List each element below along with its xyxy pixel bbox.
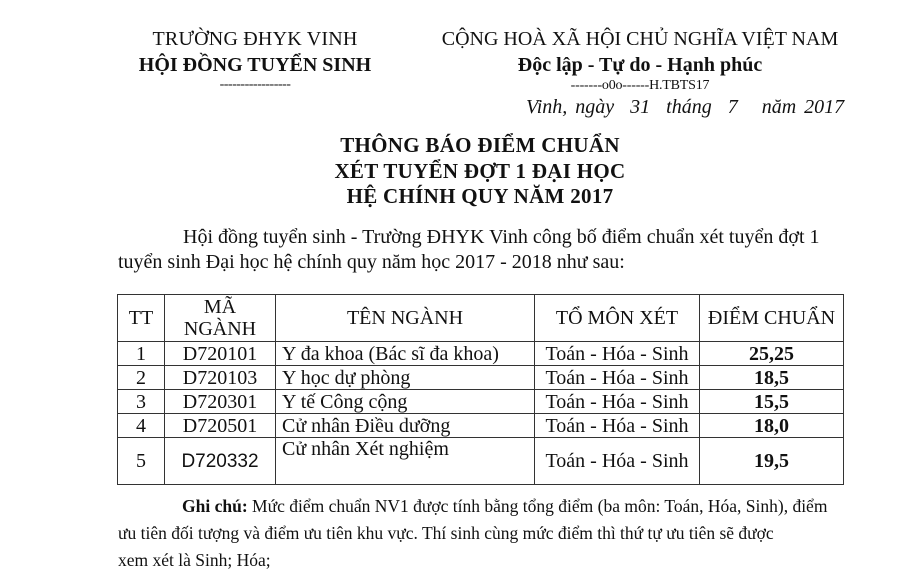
doc-title-line-1: THÔNG BÁO ĐIỂM CHUẨN: [340, 133, 620, 157]
col-header-name: TÊN NGÀNH: [276, 295, 535, 342]
benchmark-score-table: [117, 294, 844, 485]
cell-code: D720501: [165, 414, 276, 438]
cell-subjects: Toán - Hóa - Sinh: [535, 414, 700, 438]
cell-name: Y đa khoa (Bác sĩ đa khoa): [276, 342, 535, 366]
cell-code: D720103: [165, 366, 276, 390]
table-row: [118, 438, 844, 485]
cell-tt: 4: [118, 414, 165, 438]
table-header-row: [118, 295, 844, 342]
intro-line-2: tuyển sinh Đại học hệ chính quy năm học 2017 - 2018 như sau:: [118, 251, 625, 273]
cell-subjects: Toán - Hóa - Sinh: [535, 342, 700, 366]
doc-title-line-2: XÉT TUYỂN ĐỢT 1 ĐẠI HỌC: [334, 159, 626, 183]
cell-name: Y tế Công cộng: [276, 390, 535, 414]
table-row: [118, 390, 844, 414]
cell-tt: 1: [118, 342, 165, 366]
header-divider: -----------------: [219, 77, 291, 92]
cell-code: [165, 438, 276, 485]
note-text-1: Mức điểm chuẩn NV1 được tính bằng tổng điểm (ba môn: Toán, Hóa, Sinh), điểm: [247, 496, 828, 516]
note-line-1: [182, 496, 900, 517]
doc-title-line-3: HỆ CHÍNH QUY NĂM 2017: [346, 184, 614, 208]
cell-code: D720101: [165, 342, 276, 366]
intro-line-1: Hội đồng tuyển sinh - Trường ĐHYK Vinh công bố điểm chuẩn xét tuyển đợt 1: [183, 226, 820, 248]
note-line-2: ưu tiên đối tượng và điểm ưu tiên khu vực. Thí sinh cùng mức điểm thì thứ tự ưu tiên sẽ được: [118, 523, 774, 543]
school-name: TRƯỜNG ĐHYK VINH: [152, 28, 358, 50]
cell-code: D720301: [165, 390, 276, 414]
cell-score: 25,25: [700, 342, 844, 366]
col-header-tt: TT: [118, 295, 165, 342]
cell-subjects: Toán - Hóa - Sinh: [535, 390, 700, 414]
cell-score: 18,5: [700, 366, 844, 390]
table-row: [118, 366, 844, 390]
cell-score: 19,5: [700, 438, 844, 485]
cell-score: 18,0: [700, 414, 844, 438]
cell-score: 15,5: [700, 390, 844, 414]
admissions-council: HỘI ĐỒNG TUYỂN SINH: [138, 54, 372, 76]
cell-code-text: D720332: [181, 451, 259, 472]
cell-subjects: Toán - Hóa - Sinh: [535, 438, 700, 485]
cell-name: Y học dự phòng: [276, 366, 535, 390]
col-header-subjects: TỔ MÔN XÉT: [535, 295, 700, 342]
note-line-3: xem xét là Sinh; Hóa;: [118, 550, 271, 570]
cell-name: Cử nhân Xét nghiệm: [276, 438, 535, 485]
national-motto: Độc lập - Tự do - Hạnh phúc: [517, 54, 763, 76]
document-date: Vinh, ngày 31 tháng 7 năm 2017: [526, 96, 845, 118]
note-label: Ghi chú:: [182, 496, 248, 516]
cell-tt: 5: [118, 438, 165, 485]
document-reference: -------o0o------H.TBTS17: [570, 78, 710, 93]
cell-name: Cử nhân Điều dưỡng: [276, 414, 535, 438]
cell-tt: 2: [118, 366, 165, 390]
table-row: [118, 342, 844, 366]
cell-tt: 3: [118, 390, 165, 414]
col-header-code: MÃ NGÀNH: [165, 295, 276, 342]
cell-subjects: Toán - Hóa - Sinh: [535, 366, 700, 390]
table-row: [118, 414, 844, 438]
col-header-score: ĐIỂM CHUẨN: [700, 295, 844, 342]
national-title: CỘNG HOÀ XÃ HỘI CHỦ NGHĨA VIỆT NAM: [441, 28, 839, 50]
